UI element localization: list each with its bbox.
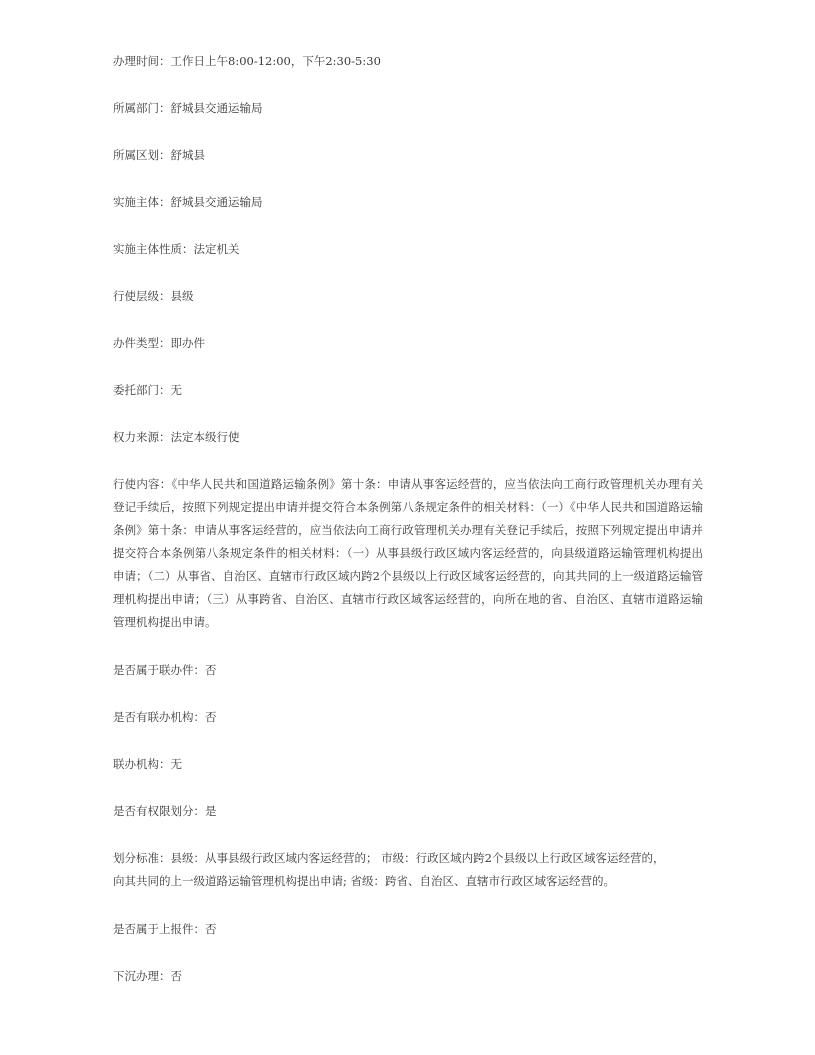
field-label: 划分标准 [113,851,159,865]
field-label: 办理时间 [113,54,159,68]
field-value: 否 [205,663,217,677]
field-body-nature: 实施主体性质：法定机关 [113,242,240,256]
field-authority-source: 权力来源：法定本级行使 [113,430,240,444]
field-reported-case: 是否属于上报件：否 [113,922,217,936]
field-value: 舒城县 [170,148,205,162]
field-value: 法定本级行使 [170,430,240,444]
field-label: 权力来源 [113,430,159,444]
field-value: 否 [205,922,217,936]
field-label: 是否属于联办件 [113,663,194,677]
field-value: 《中华人民共和国道路运输条例》第十条：申请从事客运经营的，应当依法向工商行政管理机关办理有关登记手续后，按照下列规定提出申请并提交符合本条例第八条规定条件的相关材料：（一）《中华人民共和国道路运输条例》第十条：申请从事客运经营的，应当依法向工商行政管理机关办理有关登记手续后，按照下列规定提出申请并提交符合本条例第八条规定条件的相关材料：（一）从事县级行政区域内客运经营的，向县级道路运输管理机构提出申请；（二）从事省、自治区、直辖市行政区域内跨2个县级以上行政区域客运经营的，向其共同的上一级道路运输管理机构提出申请；（三）从事跨省、自治区、直辖市行政区域客运经营的，向所在地的省、自治区、直辖市道路运输管理机构提出申请。 [113,477,704,629]
field-label: 实施主体性质 [113,242,182,256]
document-page [113,50,703,1012]
field-label: 是否有权限划分 [113,804,194,818]
field-label: 是否有联办机构 [113,710,194,724]
field-label: 所属部门 [113,101,159,115]
field-value: 无 [170,757,182,771]
field-sink-handling: 下沉办理：否 [113,969,182,983]
field-region: 所属区划：舒城县 [113,148,205,162]
field-level: 行使层级：县级 [113,289,194,303]
field-value: 否 [205,710,217,724]
field-label: 行使层级 [113,289,159,303]
field-has-authority-division: 是否有权限划分：是 [113,804,217,818]
field-department: 所属部门：舒城县交通运输局 [113,101,263,115]
field-value: 舒城县交通运输局 [170,195,263,209]
field-value: 无 [170,383,182,397]
field-label: 下沉办理 [113,969,159,983]
field-label: 委托部门 [113,383,159,397]
field-label: 实施主体 [113,195,159,209]
field-office-hours: 办理时间：工作日上午8:00-12:00，下午2:30-5:30 [113,54,381,68]
field-label: 行使内容 [113,477,160,491]
field-division-standard: 划分标准：县级：从事县级行政区域内客运经营的； 市级：行政区域内跨2个县级以上行政区域客运经营的，向其共同的上一级道路运输管理机构提出申请; 省级：跨省、自治区、直辖市行政区域客运经营的。 [113,851,665,888]
field-label: 办件类型 [113,336,159,350]
field-exercise-content: 行使内容：《中华人民共和国道路运输条例》第十条：申请从事客运经营的，应当依法向工商行政管理机关办理有关登记手续后，按照下列规定提出申请并提交符合本条例第八条规定条件的相关材料：（一）《中华人民共和国道路运输条例》第十条：申请从事客运经营的，应当依法向工商行政管理机关办理有关登记手续后，按照下列规定提出申请并提交符合本条例第八条规定条件的相关材料：（一）从事县级行政区域内客运经营的，向县级道路运输管理机构提出申请；（二）从事省、自治区、直辖市行政区域内跨2个县级以上行政区域客运经营的，向其共同的上一级道路运输管理机构提出申请；（三）从事跨省、自治区、直辖市行政区域客运经营的，向所在地的省、自治区、直辖市道路运输管理机构提出申请。 [113,477,704,629]
field-entrusted-department: 委托部门：无 [113,383,182,397]
field-value: 舒城县交通运输局 [170,101,263,115]
field-value: 即办件 [170,336,205,350]
field-value: 县级：从事县级行政区域内客运经营的； 市级：行政区域内跨2个县级以上行政区域客运经营的，向其共同的上一级道路运输管理机构提出申请; 省级：跨省、自治区、直辖市行政区域客运经营的。 [113,851,665,888]
field-label: 是否属于上报件 [113,922,194,936]
field-label: 所属区划 [113,148,159,162]
field-value: 否 [170,969,182,983]
field-value: 法定机关 [193,242,240,256]
field-has-joint-agency: 是否有联办机构：否 [113,710,217,724]
field-label: 联办机构 [113,757,159,771]
field-joint-agency: 联办机构：无 [113,757,182,771]
field-value: 是 [205,804,217,818]
field-value: 工作日上午8:00-12:00，下午2:30-5:30 [170,54,381,68]
field-joint-case: 是否属于联办件：否 [113,663,217,677]
field-implementing-body: 实施主体：舒城县交通运输局 [113,195,263,209]
field-case-type: 办件类型：即办件 [113,336,205,350]
field-value: 县级 [170,289,194,303]
